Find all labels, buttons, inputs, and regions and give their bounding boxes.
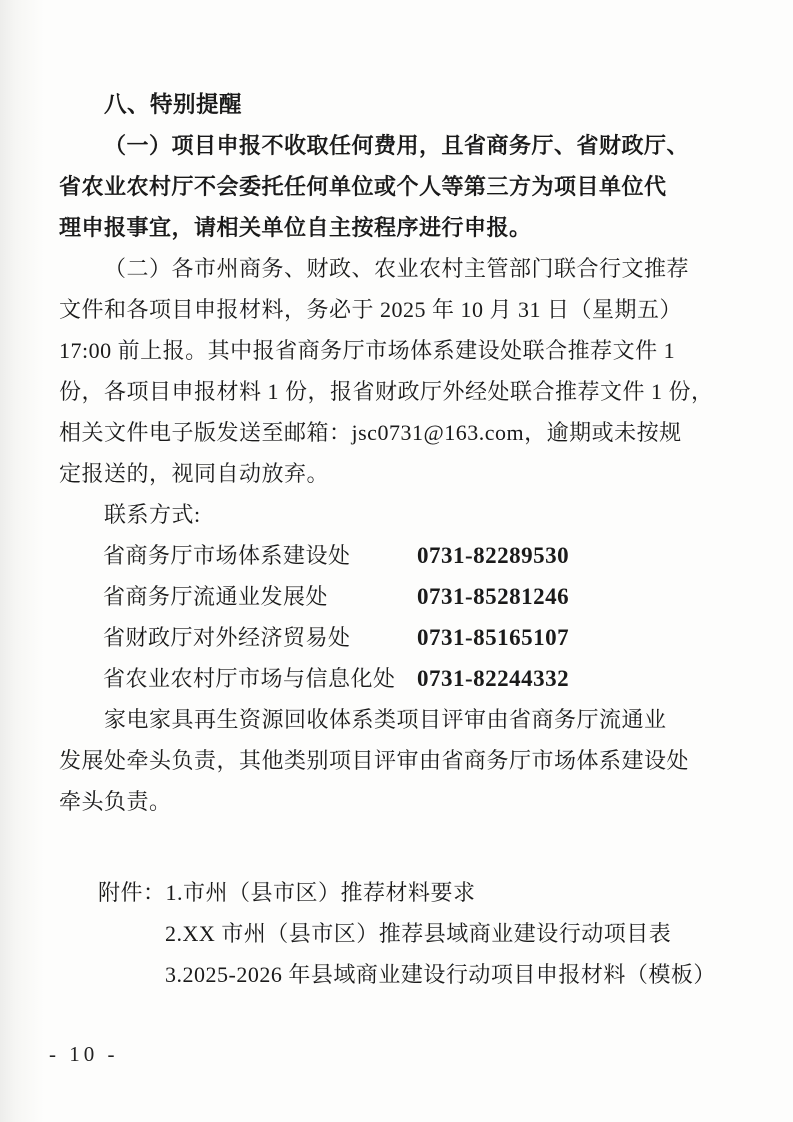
attachment-item: 2.XX 市州（县市区）推荐县域商业建设行动项目表 — [165, 921, 672, 946]
contact-phone: 0731-85165107 — [417, 625, 570, 650]
paragraph-2-line: 份，各项目申报材料 1 份，报省财政厅外经处联合推荐文件 1 份， — [59, 379, 714, 404]
contact-phone: 0731-82289530 — [417, 543, 570, 568]
paragraph-1-line: （一）项目申报不收取任何费用，且省商务厅、省财政厅、 — [104, 133, 690, 158]
attachment-item: 3.2025-2026 年县域商业建设行动项目申报材料（模板） — [165, 962, 716, 987]
contact-department: 省商务厅流通业发展处 — [103, 584, 329, 609]
contact-phone: 0731-82244332 — [417, 666, 570, 691]
section-heading: 八、特别提醒 — [104, 92, 243, 117]
page-number: - 10 - — [49, 1042, 119, 1066]
attachment-row — [59, 872, 753, 913]
paragraph-3-line: 发展处牵头负责，其他类别项目评审由省商务厅市场体系建设处 — [59, 748, 690, 773]
paragraph-2-line: 定报送的，视同自动放弃。 — [59, 461, 330, 486]
contact-row — [59, 535, 753, 576]
contact-department: 省商务厅市场体系建设处 — [103, 543, 351, 568]
contact-department: 省农业农村厅市场与信息化处 — [103, 666, 396, 691]
contact-row — [59, 576, 753, 617]
paragraph-2-line: 文件和各项目申报材料，务必于 2025 年 10 月 31 日（星期五） — [59, 297, 683, 322]
paragraph-2-line: 相关文件电子版发送至邮箱：jsc0731@163.com，逾期或未按规 — [59, 420, 682, 445]
contact-row — [59, 658, 753, 699]
paragraph-2-line: 17:00 前上报。其中报省商务厅市场体系建设处联合推荐文件 1 — [59, 338, 676, 363]
contact-row — [59, 617, 753, 658]
contact-department: 省财政厅对外经济贸易处 — [103, 625, 351, 650]
attachment-item: 1.市州（县市区）推荐材料要求 — [165, 880, 476, 905]
paragraph-3-line: 家电家具再生资源回收体系类项目评审由省商务厅流通业 — [104, 707, 667, 732]
attachments-block — [59, 872, 753, 995]
paragraph-1-line: 省农业农村厅不会委托任何单位或个人等第三方为项目单位代 — [59, 174, 667, 199]
attachments-label: 附件： — [98, 880, 166, 905]
contacts-heading: 联系方式: — [104, 502, 201, 527]
paragraph-3-line: 牵头负责。 — [59, 789, 172, 814]
contact-phone: 0731-85281246 — [417, 584, 570, 609]
paragraph-1-line: 理申报事宜，请相关单位自主按程序进行申报。 — [59, 215, 532, 240]
paragraph-2-line: （二）各市州商务、财政、农业农村主管部门联合行文推荐 — [104, 256, 690, 281]
